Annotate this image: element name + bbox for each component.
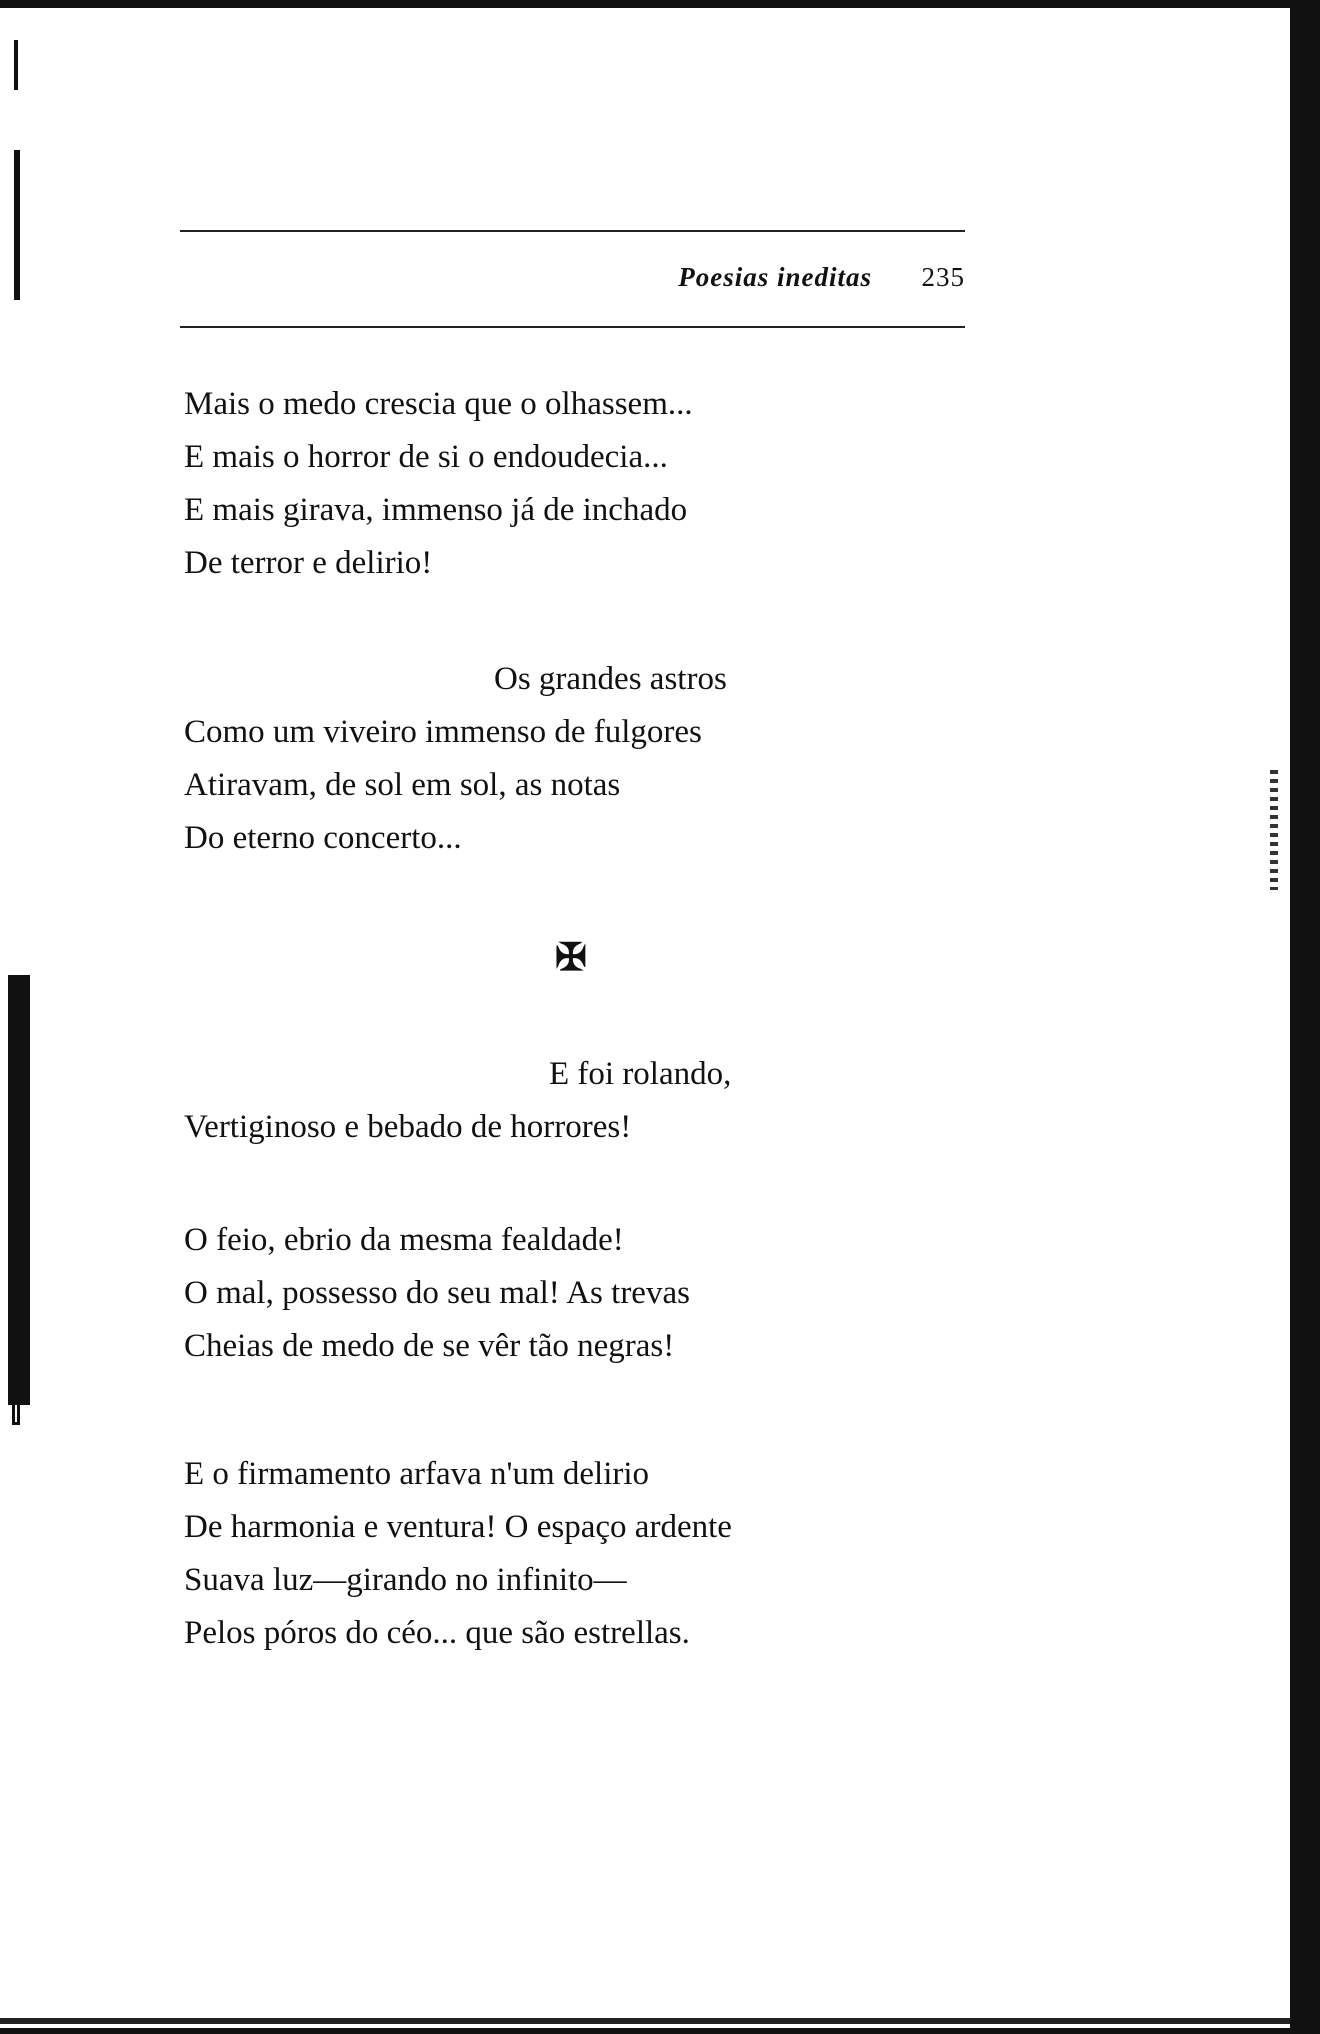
scan-border-bottom-shadow bbox=[0, 2018, 1290, 2024]
verse-line: Pelos póros do céo... que são estrellas. bbox=[184, 1615, 690, 1651]
scan-border-right bbox=[1290, 0, 1320, 2034]
verse-line: E mais girava, immenso já de inchado bbox=[184, 492, 688, 528]
scan-border-top bbox=[0, 0, 1320, 8]
verse-line: Mais o medo crescia que o olhassem... bbox=[184, 386, 693, 422]
scan-mark-left-mid bbox=[14, 150, 20, 300]
verse-line: Suava luz—girando no infinito— bbox=[184, 1562, 627, 1598]
verse-line: Do eterno concerto... bbox=[184, 820, 462, 856]
scan-edge-noise bbox=[1270, 770, 1278, 890]
header-rule-bottom bbox=[180, 326, 965, 328]
verse-line: Cheias de medo de se vêr tão negras! bbox=[184, 1328, 675, 1364]
scan-border-bottom bbox=[0, 2028, 1320, 2034]
stanza-5 bbox=[184, 1448, 732, 1660]
header-rule-top bbox=[180, 230, 965, 232]
stanza-2 bbox=[184, 653, 727, 865]
verse-line: E foi rolando, bbox=[549, 1056, 732, 1092]
stanza-3 bbox=[184, 1048, 731, 1154]
scan-mark-left-top bbox=[14, 40, 18, 90]
page-number: 235 bbox=[921, 262, 965, 292]
verse-line: Os grandes astros bbox=[494, 661, 727, 697]
verse-line: Atiravam, de sol em sol, as notas bbox=[184, 767, 621, 803]
verse-line: Vertiginoso e bebado de horrores! bbox=[184, 1109, 632, 1145]
verse-line: O feio, ebrio da mesma fealdade! bbox=[184, 1222, 624, 1258]
verse-line: O mal, possesso do seu mal! As trevas bbox=[184, 1275, 690, 1311]
scan-mark-left-bar bbox=[8, 975, 30, 1405]
verse-line: E mais o horror de si o endoudecia... bbox=[184, 439, 668, 475]
verse-line: Como um viveiro immenso de fulgores bbox=[184, 714, 702, 750]
verse-line: De harmonia e ventura! O espaço ardente bbox=[184, 1509, 732, 1545]
stanza-4 bbox=[184, 1214, 690, 1373]
verse-line: E o firmamento arfava n'um delirio bbox=[184, 1456, 650, 1492]
section-ornament: ✠ bbox=[555, 937, 587, 979]
running-title: Poesias ineditas bbox=[678, 262, 872, 292]
stanza-1 bbox=[184, 378, 693, 590]
scan-mark-left-tick bbox=[12, 1405, 20, 1425]
verse-line: De terror e delirio! bbox=[184, 545, 433, 581]
